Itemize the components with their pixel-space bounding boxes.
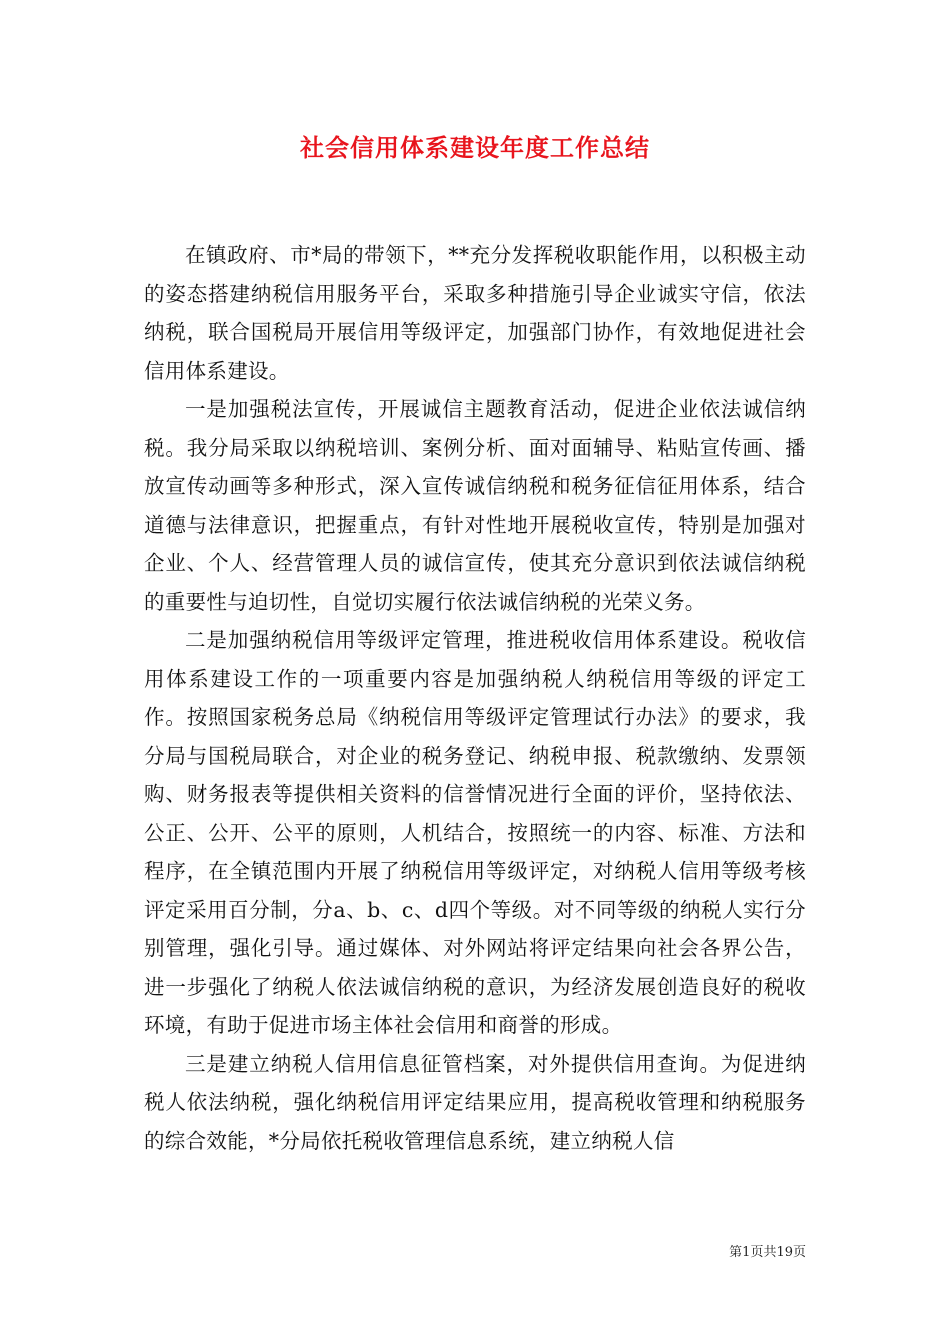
document-body xyxy=(144,236,806,1160)
paragraph-intro: 在镇政府、市*局的带领下，**充分发挥税收职能作用，以积极主动的姿态搭建纳税信用服务平台，采取多种措施引导企业诚实守信，依法纳税，联合国税局开展信用等级评定，加强部门协作，有效地促进社会信用体系建设。 xyxy=(144,243,806,383)
paragraph-two: 二是加强纳税信用等级评定管理，推进税收信用体系建设。税收信用体系建设工作的一项重要内容是加强纳税人纳税信用等级的评定工作。按照国家税务总局《纳税信用等级评定管理试行办法》的要求，我分局与国税局联合，对企业的税务登记、纳税申报、税款缴纳、发票领购、财务报表等提供相关资料的信誉情况进行全面的评价，坚持依法、公正、公开、公平的原则，人机结合，按照统一的内容、标准、方法和程序，在全镇范围内开展了纳税信用等级评定，对纳税人信用等级考核评定采用百分制，分a、b、c、d四个等级。对不同等级的纳税人实行分别管理，强化引导。通过媒体、对外网站将评定结果向社会各界公告，进一步强化了纳税人依法诚信纳税的意识，为经济发展创造良好的税收环境，有助于促进市场主体社会信用和商誉的形成。 xyxy=(144,628,806,1037)
document-title: 社会信用体系建设年度工作总结 xyxy=(300,134,650,162)
paragraph-three: 三是建立纳税人信用信息征管档案，对外提供信用查询。为促进纳税人依法纳税，强化纳税信用评定结果应用，提高税收管理和纳税服务的综合效能，*分局依托税收管理信息系统，建立纳税人信 xyxy=(144,1051,806,1153)
page-number: 第1页共19页 xyxy=(729,1245,806,1260)
paragraph-one: 一是加强税法宣传，开展诚信主题教育活动，促进企业依法诚信纳税。我分局采取以纳税培训、案例分析、面对面辅导、粘贴宣传画、播放宣传动画等多种形式，深入宣传诚信纳税和税务征信征用体系，结合道德与法律意识，把握重点，有针对性地开展税收宣传，特别是加强对企业、个人、经营管理人员的诚信宣传，使其充分意识到依法诚信纳税的重要性与迫切性，自觉切实履行依法诚信纳税的光荣义务。 xyxy=(144,397,806,614)
